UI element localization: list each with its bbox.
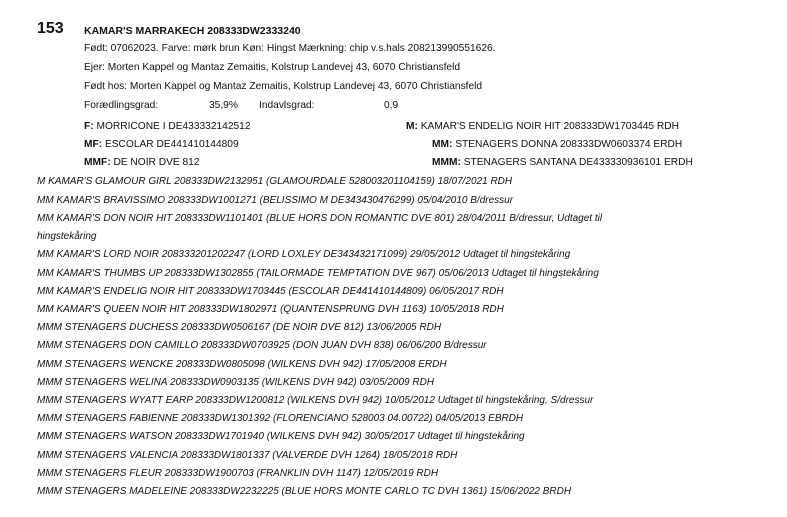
owner-line: Ejer: Morten Kappel og Mantaz Zemaitis, Kolstrup Landevej 43, 6070 Christiansfeld <box>84 62 461 73</box>
offspring-line: MM KAMAR'S THUMBS UP 208333DW1302855 (TAILORMADE TEMPTATION DVE 967) 05/06/2013 Udtaget til hingstekåring <box>37 268 599 279</box>
dam-label: M: <box>406 121 418 132</box>
dam-dam-value: STENAGERS DONNA 208333DW0603374 ERDH <box>455 139 683 150</box>
breeder-line: Født hos: Morten Kappel og Mantaz Zemaitis, Kolstrup Landevej 43, 6070 Christiansfeld <box>84 81 483 92</box>
entry-number: 153 <box>37 20 64 37</box>
offspring-line: MM KAMAR'S LORD NOIR 208333201202247 (LORD LOXLEY DE343432171099) 29/05/2012 Udtaget til hingstekåring <box>37 249 571 260</box>
offspring-line: MM KAMAR'S QUEEN NOIR HIT 208333DW1802971 (QUANTENSPRUNG DVH 1163) 10/05/2018 RDH <box>37 304 504 315</box>
offspring-line: MMM STENAGERS DUCHESS 208333DW0506167 (DE NOIR DVE 812) 13/06/2005 RDH <box>37 322 442 333</box>
breeding-degree-value: 35,9% <box>209 100 238 111</box>
offspring-line: MMM STENAGERS WENCKE 208333DW0805098 (WILKENS DVH 942) 17/05/2008 ERDH <box>37 359 447 370</box>
dam-dam-sire-label: MMF: <box>84 157 111 168</box>
birth-color-line: Født: 07062023. Farve: mørk brun Køn: Hingst Mærkning: chip v.s.hals 208213990551626. <box>84 43 496 54</box>
pedigree-dam-dam-dam <box>432 157 693 168</box>
inbreeding-label: Indavlsgrad: <box>259 100 315 111</box>
offspring-line: MMM STENAGERS MADELEINE 208333DW2232225 (BLUE HORS MONTE CARLO TC DVH 1361) 15/06/2022 BRDH <box>37 486 572 497</box>
offspring-line: MMM STENAGERS VALENCIA 208333DW1801337 (VALVERDE DVH 1264) 18/05/2018 RDH <box>37 450 458 461</box>
pedigree-dam-sire <box>84 139 239 150</box>
inbreeding-value: 0,9 <box>384 100 399 111</box>
offspring-line: MM KAMAR'S DON NOIR HIT 208333DW1101401 (BLUE HORS DON ROMANTIC DVE 801) 28/04/2011 B/dressur, Udtaget til <box>37 213 603 224</box>
horse-title: KAMAR'S MARRAKECH 208333DW2333240 <box>84 25 301 37</box>
dam-sire-value: ESCOLAR DE441410144809 <box>104 139 239 150</box>
sire-label: F: <box>84 121 94 132</box>
pedigree-dam <box>406 121 679 132</box>
pedigree-dam-dam <box>432 139 682 150</box>
offspring-line: MMM STENAGERS WYATT EARP 208333DW1200812 (WILKENS DVH 942) 10/05/2012 Udtaget til hingstekåring, S/dressur <box>37 395 594 406</box>
pedigree-dam-dam-sire <box>84 157 200 168</box>
offspring-line: MM KAMAR'S ENDELIG NOIR HIT 208333DW1703445 (ESCOLAR DE441410144809) 06/05/2017 RDH <box>37 286 504 297</box>
breeding-degree-label: Forædlingsgrad: <box>84 100 159 111</box>
pedigree-sire <box>84 121 251 132</box>
offspring-line: M KAMAR'S GLAMOUR GIRL 208333DW2132951 (GLAMOURDALE 528003201104159) 18/07/2021 RDH <box>37 176 513 187</box>
dam-dam-sire-value: DE NOIR DVE 812 <box>113 157 200 168</box>
offspring-line: MM KAMAR'S BRAVISSIMO 208333DW1001271 (BELISSIMO M DE343430476299) 05/04/2010 B/dressur <box>37 195 514 206</box>
offspring-line: MMM STENAGERS WATSON 208333DW1701940 (WILKENS DVH 942) 30/05/2017 Udtaget til hingstekåring <box>37 431 525 442</box>
dam-sire-label: MF: <box>84 139 103 150</box>
offspring-line: MMM STENAGERS WELINA 208333DW0903135 (WILKENS DVH 942) 03/05/2009 RDH <box>37 377 435 388</box>
dam-dam-label: MM: <box>432 139 453 150</box>
offspring-line: MMM STENAGERS FLEUR 208333DW1900703 (FRANKLIN DVH 1147) 12/05/2019 RDH <box>37 468 439 479</box>
offspring-line: MMM STENAGERS FABIENNE 208333DW1301392 (FLORENCIANO 528003 04.00722) 04/05/2013 EBRDH <box>37 413 524 424</box>
offspring-line: MMM STENAGERS DON CAMILLO 208333DW0703925 (DON JUAN DVH 838) 06/06/200 B/dressur <box>37 340 487 351</box>
dam-value: KAMAR'S ENDELIG NOIR HIT 208333DW1703445 RDH <box>420 121 679 132</box>
dam-dam-dam-label: MMM: <box>432 157 461 168</box>
sire-value: MORRICONE I DE433332142512 <box>96 121 251 132</box>
offspring-line: hingstekåring <box>37 231 97 242</box>
dam-dam-dam-value: STENAGERS SANTANA DE433330936101 ERDH <box>463 157 693 168</box>
